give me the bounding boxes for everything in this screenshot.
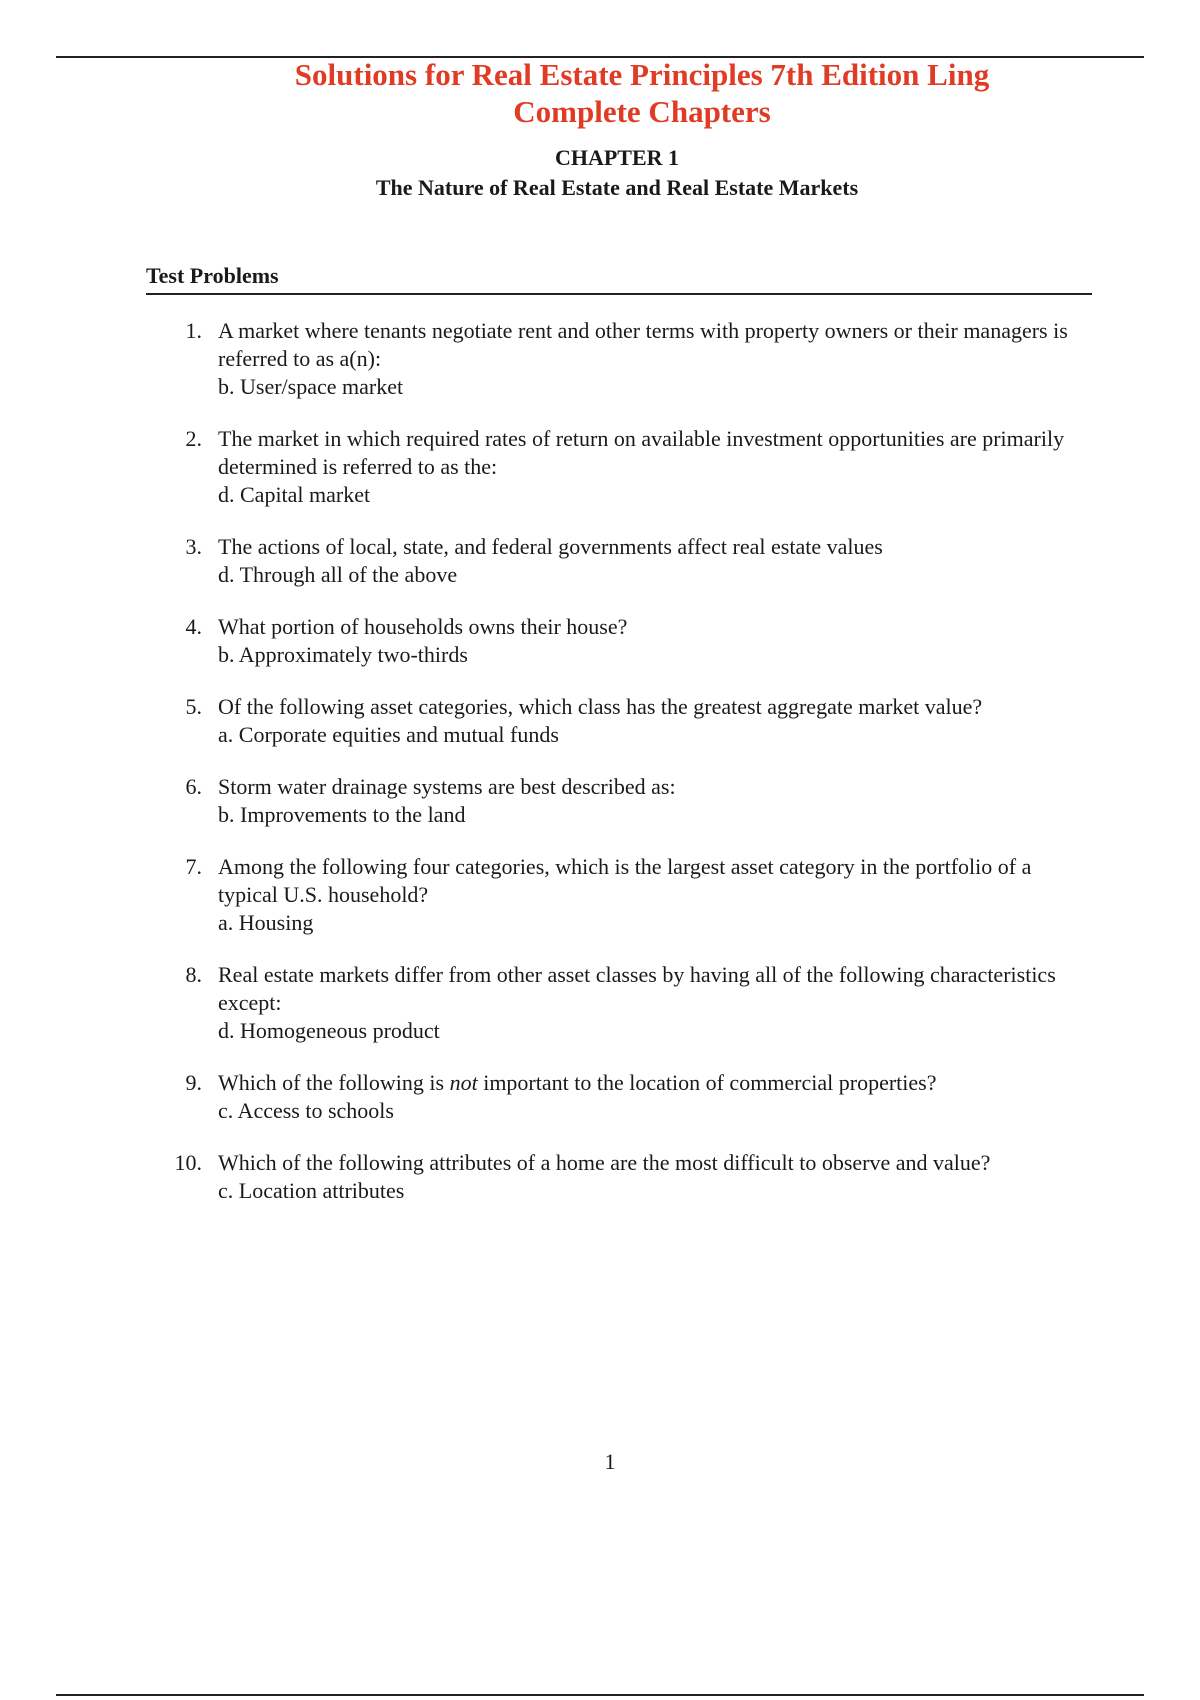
- problem-number: 10.: [174, 1150, 202, 1175]
- problem-number: 3.: [185, 534, 202, 559]
- problem-answer: d. Homogeneous product: [218, 1018, 440, 1043]
- document-title: [160, 56, 1124, 130]
- problem-answer: a. Corporate equities and mutual funds: [218, 722, 559, 747]
- problem-question: The actions of local, state, and federal governments affect real estate values: [218, 534, 883, 559]
- problem-number: 5.: [185, 694, 202, 719]
- problem-answer: a. Housing: [218, 910, 314, 935]
- problem-question-text: Which of the following is: [218, 1070, 450, 1095]
- document-title-line-1: Solutions for Real Estate Principles 7th Edition Ling: [294, 57, 990, 92]
- problem-number: 4.: [185, 614, 202, 639]
- problem-question: Of the following asset categories, which class has the greatest aggregate market value?: [218, 694, 983, 719]
- problem-number: 6.: [185, 774, 202, 799]
- bottom-rule: [56, 1694, 1144, 1696]
- problem-item-8: [160, 961, 1096, 1045]
- problem-question: Real estate markets differ from other asset classes by having all of the following characteristics except:: [218, 962, 1056, 1015]
- problem-answer: b. User/space market: [218, 374, 404, 399]
- problem-question: Among the following four categories, which is the largest asset category in the portfolio of a typical U.S. household?: [218, 854, 1032, 907]
- page-number: 1: [604, 1449, 616, 1474]
- section-heading: Test Problems: [146, 262, 1092, 295]
- problem-question: Which of the following attributes of a home are the most difficult to observe and value?: [218, 1150, 991, 1175]
- problem-question: A market where tenants negotiate rent and other terms with property owners or their managers is referred to as a(n):: [218, 318, 1068, 371]
- problem-answer: d. Through all of the above: [218, 562, 458, 587]
- problem-answer: b. Improvements to the land: [218, 802, 466, 827]
- problem-item-9: [160, 1069, 1096, 1125]
- problem-question-emphasis: not: [449, 1070, 478, 1095]
- problem-question: What portion of households owns their house?: [218, 614, 628, 639]
- problem-question: [218, 1070, 937, 1095]
- chapter-title: The Nature of Real Estate and Real Estate Markets: [375, 175, 859, 200]
- problem-answer: c. Location attributes: [218, 1178, 405, 1203]
- problem-question-text: important to the location of commercial properties?: [477, 1070, 937, 1095]
- problem-item-4: [160, 613, 1096, 669]
- problem-answer: c. Access to schools: [218, 1098, 394, 1123]
- problem-item-6: [160, 773, 1096, 829]
- problem-number: 9.: [185, 1070, 202, 1095]
- problem-number: 1.: [185, 318, 202, 343]
- problem-item-3: [160, 533, 1096, 589]
- problem-answer: b. Approximately two-thirds: [218, 642, 468, 667]
- document-title-line-2: Complete Chapters: [513, 94, 771, 129]
- chapter-number: CHAPTER 1: [554, 145, 680, 170]
- problem-number: 8.: [185, 962, 202, 987]
- problem-item-5: [160, 693, 1096, 749]
- problem-number: 2.: [185, 426, 202, 451]
- problem-item-2: [160, 425, 1096, 509]
- problem-item-1: [160, 317, 1096, 401]
- problem-answer: d. Capital market: [218, 482, 371, 507]
- problem-question: The market in which required rates of return on available investment opportunities are primarily determined is referred to as the:: [218, 426, 1065, 479]
- problem-question: Storm water drainage systems are best described as:: [218, 774, 676, 799]
- problem-item-7: [160, 853, 1096, 937]
- problem-number: 7.: [185, 854, 202, 879]
- problem-list: [160, 317, 1096, 1229]
- problem-item-10: [160, 1149, 1096, 1205]
